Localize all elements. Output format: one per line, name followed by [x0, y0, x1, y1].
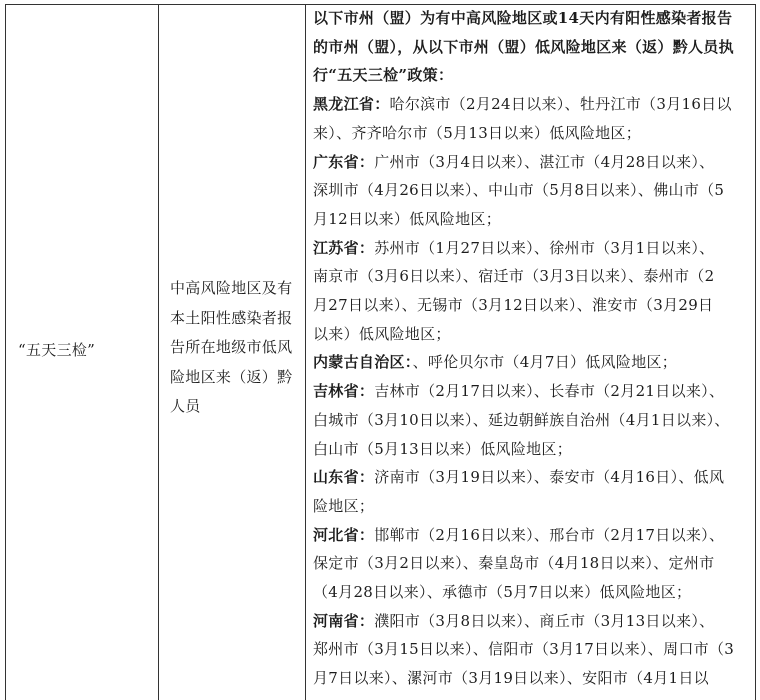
region-hebei: [313, 521, 753, 607]
region-text: 苏州市（1月27日以来）、徐州市（3月1日以来）、: [374, 238, 715, 257]
region-line: 来）、齐齐哈尔市（5月13日以来）低风险地区；: [313, 123, 642, 142]
intro-line: 行“五天三检”政策：: [313, 66, 454, 85]
province-label: 江苏省：: [313, 238, 375, 257]
region-jilin: [313, 377, 753, 463]
target-group-line: 人员: [170, 397, 201, 415]
region-heading-line: [313, 348, 753, 377]
region-heading-line: [313, 234, 753, 263]
region-inner-mongolia: [313, 348, 753, 377]
target-group-line: 本土阳性感染者报: [170, 308, 293, 327]
province-label: 河南省：: [313, 611, 375, 630]
target-group-line: 险地区来（返）黔: [170, 367, 293, 386]
province-label: 广东省：: [313, 152, 375, 171]
province-label: 河北省：: [313, 525, 375, 544]
region-line: 月7日以来）、漯河市（3月19日以来）、安阳市（4月1日以: [313, 669, 709, 688]
region-jiangsu: [313, 234, 753, 349]
region-line: 以来）低风险地区；: [313, 324, 451, 343]
intro-line: 的市州（盟），从以下市州（盟）低风险地区来（返）黔人员执: [313, 37, 734, 56]
target-group-text: [170, 274, 292, 422]
region-line: 月27日以来）、无锡市（3月12日以来）、淮安市（3月29日: [313, 296, 714, 315]
region-text: 吉林市（2月17日以来）、长春市（2月21日以来）、: [374, 382, 725, 401]
province-label: 山东省：: [313, 468, 375, 487]
region-text: 濮阳市（3月8日以来）、商丘市（3月13日以来）、: [374, 611, 715, 630]
region-heilongjiang: [313, 90, 753, 147]
policy-name: “五天三检”: [18, 341, 96, 359]
region-heading-line: [313, 521, 753, 550]
region-guangdong: [313, 148, 753, 234]
policy-details-cell: [306, 5, 755, 700]
region-heading-line: [313, 148, 753, 177]
region-text: 哈尔滨市（2月24日以来）、牡丹江市（3月16日以: [389, 95, 732, 114]
target-group-cell: [159, 5, 306, 700]
region-text: 、呼伦贝尔市（4月7日）低风险地区；: [412, 353, 678, 372]
policy-details-text: [313, 4, 753, 693]
region-henan: [313, 607, 753, 693]
region-text: 广州市（3月4日以来）、湛江市（4月28日以来）、: [374, 152, 715, 171]
region-line: 南京市（3月6日以来）、宿迁市（3月3日以来）、泰州市（2: [313, 267, 715, 286]
target-group-line: 中高风险地区及有: [170, 279, 293, 297]
region-line: （4月28日以来）、承德市（5月7日以来）低风险地区；: [313, 583, 692, 602]
region-shandong: [313, 463, 753, 520]
region-text: 济南市（3月19日以来）、泰安市（4月16日）、低风: [374, 468, 725, 487]
province-label: 内蒙古自治区：: [313, 353, 413, 372]
target-group-line: 告所在地级市低风: [170, 338, 293, 356]
region-line: 深圳市（4月26日以来）、中山市（5月8日以来）、佛山市（5: [313, 181, 725, 200]
region-heading-line: [313, 463, 753, 492]
region-line: 保定市（3月2日以来）、秦皇岛市（4月18日以来）、定州市: [313, 554, 715, 573]
policy-name-cell: [6, 5, 159, 700]
region-line: 白山市（5月13日以来）低风险地区；: [313, 439, 573, 458]
region-line: 险地区；: [313, 496, 375, 515]
region-heading-line: [313, 90, 753, 119]
province-label: 吉林省：: [313, 382, 375, 401]
region-line: 月12日以来）低风险地区；: [313, 209, 501, 228]
province-label: 黑龙江省：: [313, 95, 390, 114]
region-text: 邯郸市（2月16日以来）、邢台市（2月17日以来）、: [374, 525, 725, 544]
intro-line: 以下市州（盟）为有中高风险地区或14天内有阳性感染者报告: [313, 9, 733, 27]
region-heading-line: [313, 377, 753, 406]
region-line: 郑州市（3月15日以来）、信阳市（3月17日以来）、周口市（3: [313, 640, 735, 659]
region-heading-line: [313, 607, 753, 636]
region-line: 白城市（3月10日以来）、延边朝鲜族自治州（4月1日以来）、: [313, 410, 730, 429]
policy-table: [5, 4, 756, 700]
